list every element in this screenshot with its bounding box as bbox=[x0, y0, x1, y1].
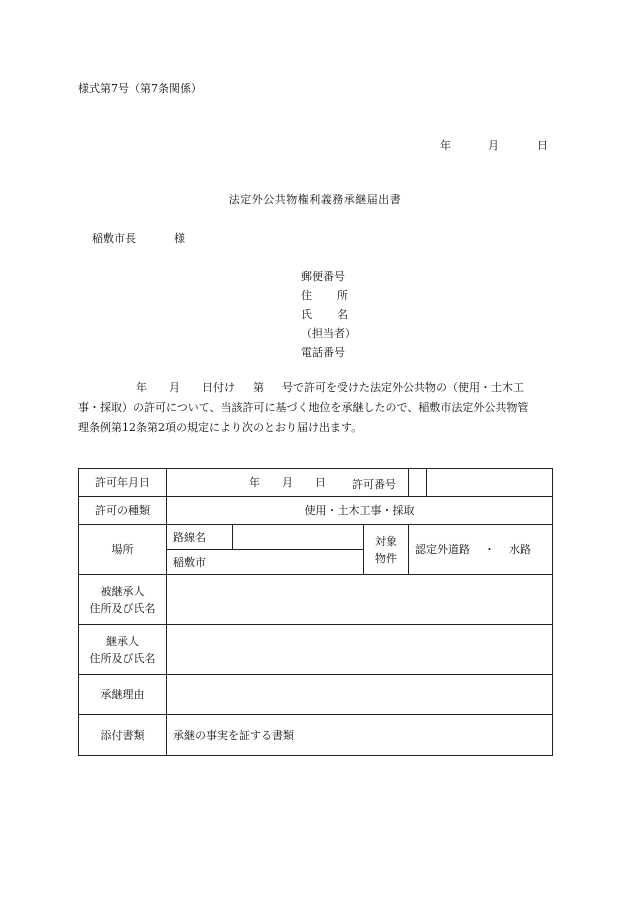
document-title: 法定外公共物権利義務承継届出書 bbox=[228, 193, 402, 206]
date-year-label: 年 bbox=[440, 139, 451, 152]
body-line-2: 事・採取）の許可について、当該許可に基づく地位を承継したので、稲敷市法定外公共物管 bbox=[78, 401, 529, 414]
phone-label: 電話番号 bbox=[301, 346, 345, 359]
target-value[interactable]: 認定外道路 ・ 水路 bbox=[409, 525, 553, 575]
contact-person-label: （担当者） bbox=[301, 327, 356, 340]
predecessor-label: 被継承人 住所及び氏名 bbox=[79, 575, 167, 625]
reason-label: 承継理由 bbox=[79, 675, 167, 715]
route-name-label: 路線名 bbox=[167, 525, 233, 550]
name-label-2: 名 bbox=[337, 308, 348, 321]
permit-date-value[interactable]: 年 月 日 bbox=[167, 469, 409, 497]
address-label-2: 所 bbox=[337, 289, 348, 302]
postal-code-label: 郵便番号 bbox=[301, 270, 345, 283]
notification-body bbox=[78, 378, 552, 438]
notification-table bbox=[78, 468, 553, 756]
date-month-label: 月 bbox=[488, 139, 499, 152]
target-label: 対象 物件 bbox=[364, 525, 409, 575]
permit-number-label-cell bbox=[409, 469, 427, 497]
permit-type-label: 許可の種類 bbox=[79, 497, 167, 525]
successor-label: 継承人 住所及び氏名 bbox=[79, 625, 167, 675]
attachments-value: 承継の事実を証する書類 bbox=[167, 715, 553, 756]
attachments-label: 添付書類 bbox=[79, 715, 167, 756]
permit-number-value[interactable] bbox=[427, 469, 553, 497]
body-line-3: 理条例第12条第2項の規定により次のとおり届け出ます。 bbox=[78, 421, 363, 434]
address-label-1: 住 bbox=[301, 289, 312, 302]
permit-date-label: 許可年月日 bbox=[79, 469, 167, 497]
predecessor-value[interactable] bbox=[167, 575, 553, 625]
form-number: 様式第7号（第7条関係） bbox=[78, 82, 202, 95]
permit-number-label: 許可番号 bbox=[352, 478, 396, 491]
date-day-label: 日 bbox=[537, 139, 548, 152]
route-name-value[interactable] bbox=[233, 525, 364, 550]
name-label-1: 氏 bbox=[301, 308, 312, 321]
body-line-1: 年 月 日付け 第 号で許可を受けた法定外公共物の（使用・土木工 bbox=[136, 381, 524, 394]
successor-value[interactable] bbox=[167, 625, 553, 675]
permit-type-value[interactable]: 使用・土木工事・採取 bbox=[167, 497, 553, 525]
addressee-honorific: 様 bbox=[174, 232, 185, 245]
location-label: 場所 bbox=[79, 525, 167, 575]
reason-value[interactable] bbox=[167, 675, 553, 715]
city-name: 稲敷市 bbox=[167, 550, 364, 575]
addressee-name: 稲敷市長 bbox=[92, 232, 136, 245]
addressee bbox=[92, 230, 185, 246]
